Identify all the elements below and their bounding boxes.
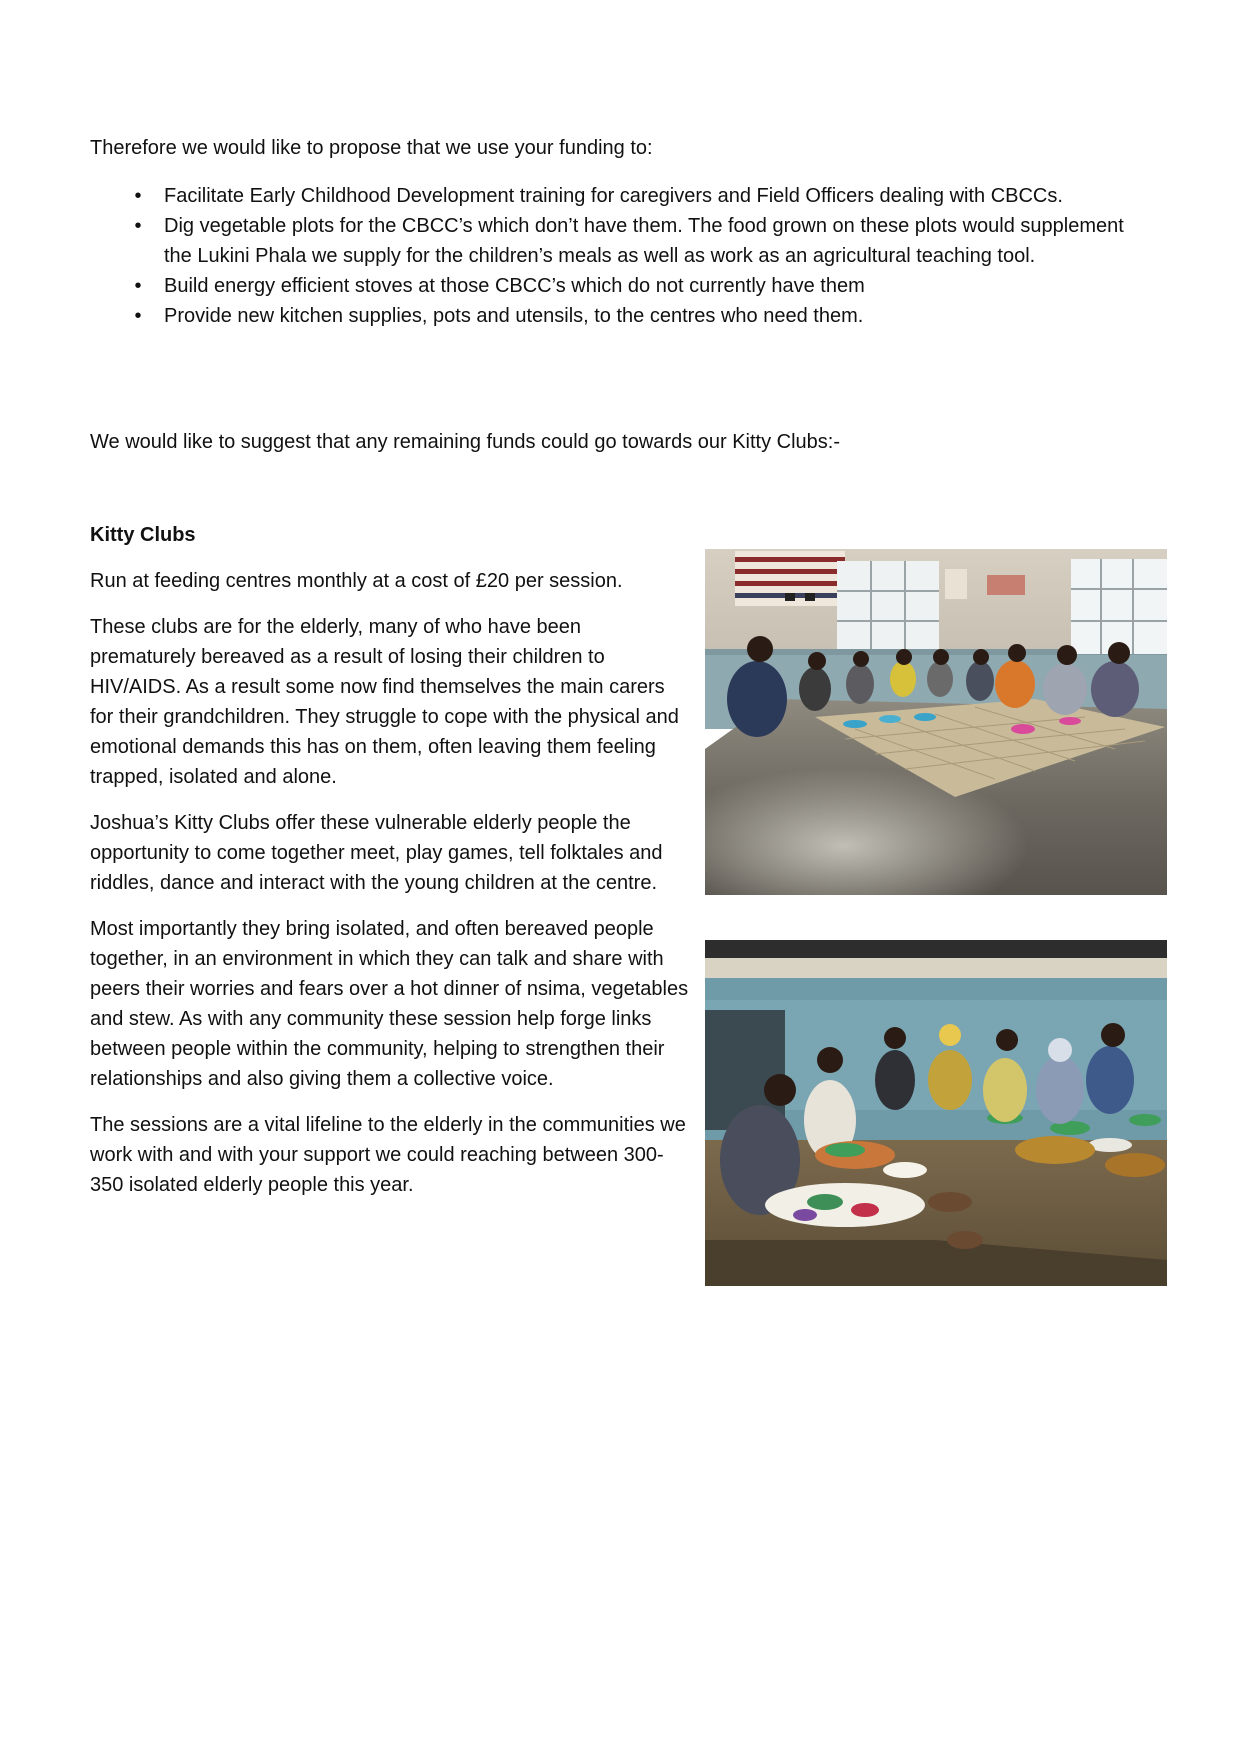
- bullet-text: Facilitate Early Childhood Development training for caregivers and Field Officers dealing with CBCCs.: [164, 185, 1063, 207]
- list-item: [90, 211, 1150, 271]
- bullet-text: Dig vegetable plots for the CBCC’s which don’t have them. The food grown on these plots would supplement the Lukini Phala we supply for the children’s meals as well as work as an agricultural teaching tool.: [164, 215, 1124, 267]
- intro-paragraph: Therefore we would like to propose that we use your funding to:: [90, 137, 653, 159]
- funding-bullet-list: [90, 181, 1150, 331]
- bullet-icon: •: [134, 275, 142, 297]
- body-paragraph: The sessions are a vital lifeline to the elderly in the communities we work with and with your support we could reaching between 300-350 isolated elderly people this year.: [90, 1114, 686, 1196]
- bullet-icon: •: [134, 215, 142, 237]
- body-paragraph: Most importantly they bring isolated, and often bereaved people together, in an environment in which they can talk and share with peers their worries and fears over a hot dinner of nsima, vegetables and stew. As with any community these session help forge links between people within the community, helping to strengthen their relationships and also giving them a collective voice.: [90, 918, 689, 1090]
- kitty-club-photo-meal: [705, 940, 1167, 1286]
- bullet-text: Build energy efficient stoves at those CBCC’s which do not currently have them: [164, 275, 865, 297]
- list-item: [90, 271, 1150, 301]
- bullet-icon: •: [134, 305, 142, 327]
- body-paragraph: Joshua’s Kitty Clubs offer these vulnerable elderly people the opportunity to come together meet, play games, tell folktales and riddles, dance and interact with the young children at the centre.: [90, 812, 663, 894]
- bullet-icon: •: [134, 185, 142, 207]
- section-heading: Kitty Clubs: [90, 524, 196, 546]
- photo-illustration: [705, 549, 1167, 895]
- kitty-clubs-body: [90, 566, 690, 1216]
- remaining-funds-paragraph: We would like to suggest that any remaining funds could go towards our Kitty Clubs:-: [90, 431, 841, 453]
- kitty-club-photo-room: [705, 549, 1167, 895]
- body-paragraph: These clubs are for the elderly, many of who have been prematurely bereaved as a result of losing their children to HIV/AIDS. As a result some now find themselves the main carers for their grandchildren. They struggle to cope with the physical and emotional demands this has on them, often leaving them feeling trapped, isolated and alone.: [90, 616, 679, 788]
- photo-illustration: [705, 940, 1167, 1286]
- list-item: [90, 301, 1150, 331]
- list-item: [90, 181, 1150, 211]
- bullet-text: Provide new kitchen supplies, pots and utensils, to the centres who need them.: [164, 305, 864, 327]
- body-paragraph: Run at feeding centres monthly at a cost of £20 per session.: [90, 570, 623, 592]
